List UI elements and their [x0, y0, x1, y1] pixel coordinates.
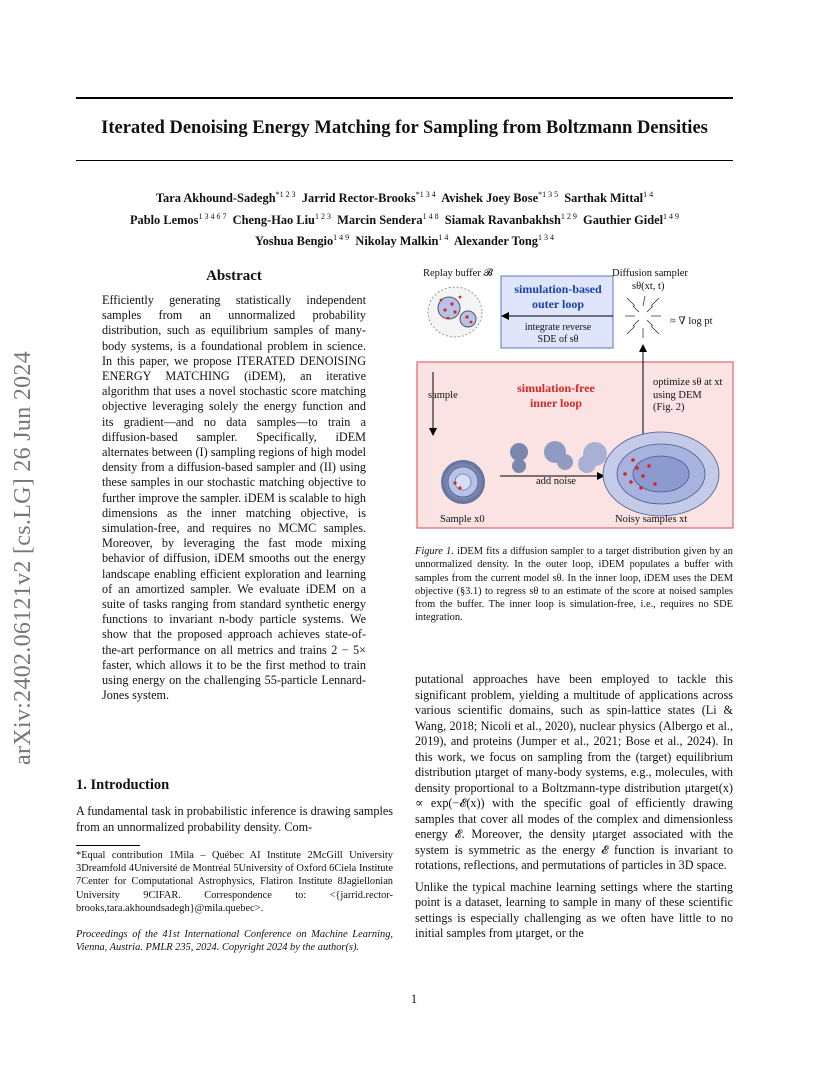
fig-inner-loop-title: simulation-free inner loop: [517, 381, 595, 410]
paper-title: Iterated Denoising Energy Matching for Sampling from Boltzmann Densities: [101, 118, 708, 138]
footnote-rule: [76, 845, 140, 846]
fig-sample-x0-label: Sample x0: [440, 514, 485, 525]
author-line-2: Pablo Lemos$^{1 3 4 6 7}$ Cheng-Hao Liu$^{1 2 3}$ Marcin Sendera$^{1 4 8}$ Siamak Ravanbakhsh$^{1 2 9}$ Gauthier Gidel$^{1 4 9}$: [129, 211, 680, 227]
fig-noisy-samples-label: Noisy samples xt: [615, 514, 688, 525]
abstract-heading: Abstract: [206, 268, 262, 284]
right-paragraph-1: putational approaches have been employed to tackle this significant problem, yielding a multitude of applications across various scientific domains, such as spin-lattice states (Li & Wang, 2018; Nicoli et al., 2020), nuclear physics (Albergo et al., 2019), and proteins (Jumper et al., 2021; Bose et al., 2024). In this work, we focus on sampling from the (target) equilibrium distribution μtarget of many-body systems, e.g., molecules, with density proportional to a Boltzmann-type distribution μtarget(x) ∝ exp(−𝓔(x)) with the specific goal of efficiently drawing samples that cover all modes of the complex and dimensionless energy 𝓔. Moreover, the density μtarget associated with the system is symmetric as the energy 𝓔 function is invariant to rotations, reflections, and permutations of particles in 3D space.: [415, 672, 733, 872]
author-list: [76, 186, 733, 251]
author-line-1: Tara Akhound-Sadegh$^{*1 2 3}$ Jarrid Rector-Brooks$^{*1 3 4}$ Avishek Joey Bose$^{*1 3 5}$ Sarthak Mittal$^{1 4}$: [155, 190, 654, 206]
title-bottom-rule: [76, 160, 733, 161]
proceedings-note: Proceedings of the 41st International Conference on Machine Learning, Vienna, Austria. PMLR 235, 2024. Copyright 2024 by the author(s).: [76, 929, 393, 954]
arxiv-side-stamp: arXiv:2402.06121v2 [cs.LG] 26 Jun 2024: [10, 350, 36, 765]
sample-x0-icon: [441, 460, 485, 504]
right-paragraph-2: Unlike the typical machine learning settings where the starting point is a dataset, learning to sample in many of these scientific settings is especially challenging as we often have little to no initial samples from μtarget, or the: [415, 879, 733, 940]
fig-sample-label: sample: [428, 390, 458, 401]
fig-add-noise-label: add noise: [536, 476, 576, 487]
author-line-3: Yoshua Bengio$^{1 4 9}$ Nikolay Malkin$^{1 4}$ Alexander Tong$^{1 3 4}$: [255, 233, 554, 249]
introduction-heading: 1. Introduction: [76, 777, 170, 793]
fig-replay-buffer-label: Replay buffer 𝓑: [423, 268, 493, 279]
footnote-text: *Equal contribution 1Mila – Québec AI Institute 2McGill University 3Dreamfold 4Université de Montréal 5University of Oxford 6Ciela Institute 7Center for Computational Astrophysics, Flatiron Institute 8Jagiellonian University 9CIFAR. Correspondence to: <{jarrid.rector-brooks,tara.akhoundsadegh}@mila.quebec>.: [76, 850, 393, 914]
fig-score-label: sθ(xt, t): [632, 281, 665, 292]
abstract-text: Efficiently generating statistically independent samples from an unnormalized probability distribution, such as equilibrium samples of many-body systems, is a foundational problem in science. In this paper, we propose ITERATED DENOISING ENERGY MATCHING (iDEM), an iterative algorithm that uses a novel stochastic score matching objective leveraging solely the energy function and its gradient—and no data samples—to train a diffusion-based sampler. Specifically, iDEM alternates between (I) sampling regions of high model density from a diffusion-based sampler and (II) using these samples in our stochastic matching objective to further improve the sampler. iDEM is scalable to high dimensions as the inner matching objective, is simulation-free, and requires no MCMC samples. Moreover, by leveraging the fast mode mixing behavior of diffusion, iDEM smooths out the energy landscape enabling efficient exploration and learning of an amortized sampler. We evaluate iDEM on a suite of tasks ranging from standard synthetic energy functions to invariant n-body particle systems. We show that the proposed approach achieves state-of-the-art performance on all metrics and trains 2 − 5× faster, which allows it to be the first method to train using energy on the challenging 55-particle Lennard-Jones system.: [102, 293, 366, 703]
replay-buffer-icon: [428, 287, 482, 337]
score-field-icon: [625, 296, 661, 338]
fig-integrate-label: integrate reverse SDE of sθ: [524, 322, 592, 345]
fig-outer-loop-title: simulation-based outer loop: [514, 282, 602, 311]
page-number: 1: [410, 992, 418, 1006]
fig-grad-label: ≈ ∇ log pt: [670, 316, 713, 327]
fig-diffusion-sampler-label: Diffusion sampler: [612, 268, 688, 279]
top-rule: [76, 97, 733, 99]
introduction-text: A fundamental task in probabilistic inference is drawing samples from an unnormalized probability density. Com-: [76, 804, 393, 834]
figure-1-caption: Figure 1. iDEM fits a diffusion sampler to a target distribution given by an unnormalized density. In the outer loop, iDEM populates a buffer with samples from the current model sθ. In the inner loop, iDEM uses the DEM objective (§3.1) to regress sθ to an estimate of the score at noised samples from the buffer. The inner loop is simulation-free, i.e., requires no SDE integration.: [415, 546, 733, 624]
noisy-samples-icon: [603, 432, 719, 516]
fig-optimize-label: optimize sθ at xt using DEM (Fig. 2): [653, 377, 723, 413]
right-column-body: [415, 672, 733, 948]
